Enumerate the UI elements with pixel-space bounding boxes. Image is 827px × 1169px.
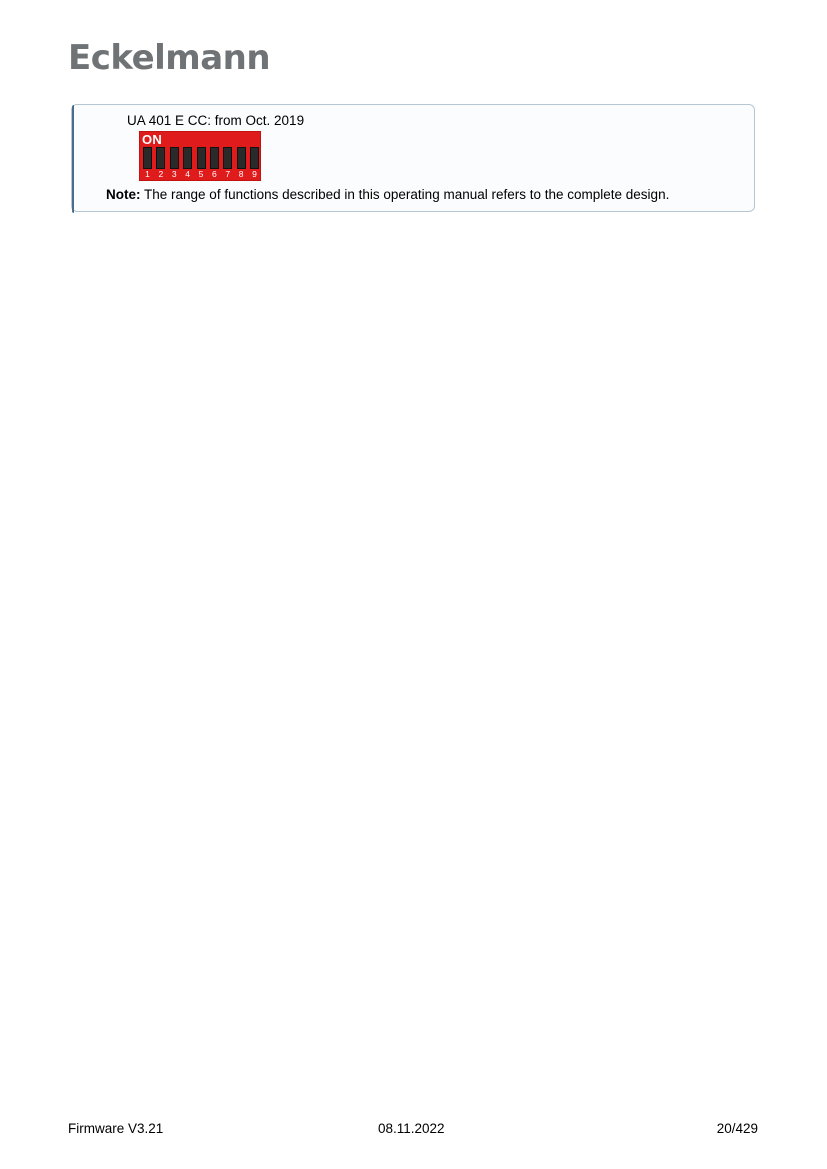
dip-lever-4 (183, 147, 192, 169)
dip-switch-on-label: ON (142, 132, 163, 147)
company-logo: Eckelmann (68, 38, 271, 78)
note-text (106, 187, 669, 202)
dip-label-3: 3 (171, 169, 177, 179)
dip-lever-2 (156, 147, 165, 169)
footer-firmware-version: Firmware V3.21 (68, 1121, 164, 1136)
dip-label-2: 2 (158, 169, 164, 179)
dip-switch-levers (143, 147, 259, 169)
dip-lever-3 (170, 147, 179, 169)
dip-switch-number-labels (143, 169, 259, 180)
footer-date: 08.11.2022 (378, 1121, 445, 1136)
dip-label-6: 6 (212, 169, 217, 179)
dip-lever-1 (143, 147, 152, 169)
dip-label-7: 7 (225, 169, 231, 179)
figure-caption: UA 401 E CC: from Oct. 2019 (127, 113, 305, 128)
note-label: Note: (106, 187, 141, 202)
dip-lever-8 (237, 147, 246, 169)
dip-label-4: 4 (185, 169, 190, 179)
dip-lever-9 (250, 147, 259, 169)
dip-lever-6 (210, 147, 219, 169)
dip-label-9: 9 (252, 169, 257, 179)
footer-page-number: 20/429 (716, 1121, 758, 1136)
note-box-accent-bar (72, 105, 74, 213)
dip-label-1: 1 (145, 169, 150, 179)
dip-lever-7 (223, 147, 232, 169)
dip-label-5: 5 (198, 169, 204, 179)
dip-label-8: 8 (238, 169, 244, 179)
dip-lever-5 (197, 147, 206, 169)
note-body: The range of functions described in this operating manual refers to the complete design. (144, 187, 670, 202)
note-box (71, 104, 755, 212)
dip-switch-graphic (139, 131, 261, 181)
